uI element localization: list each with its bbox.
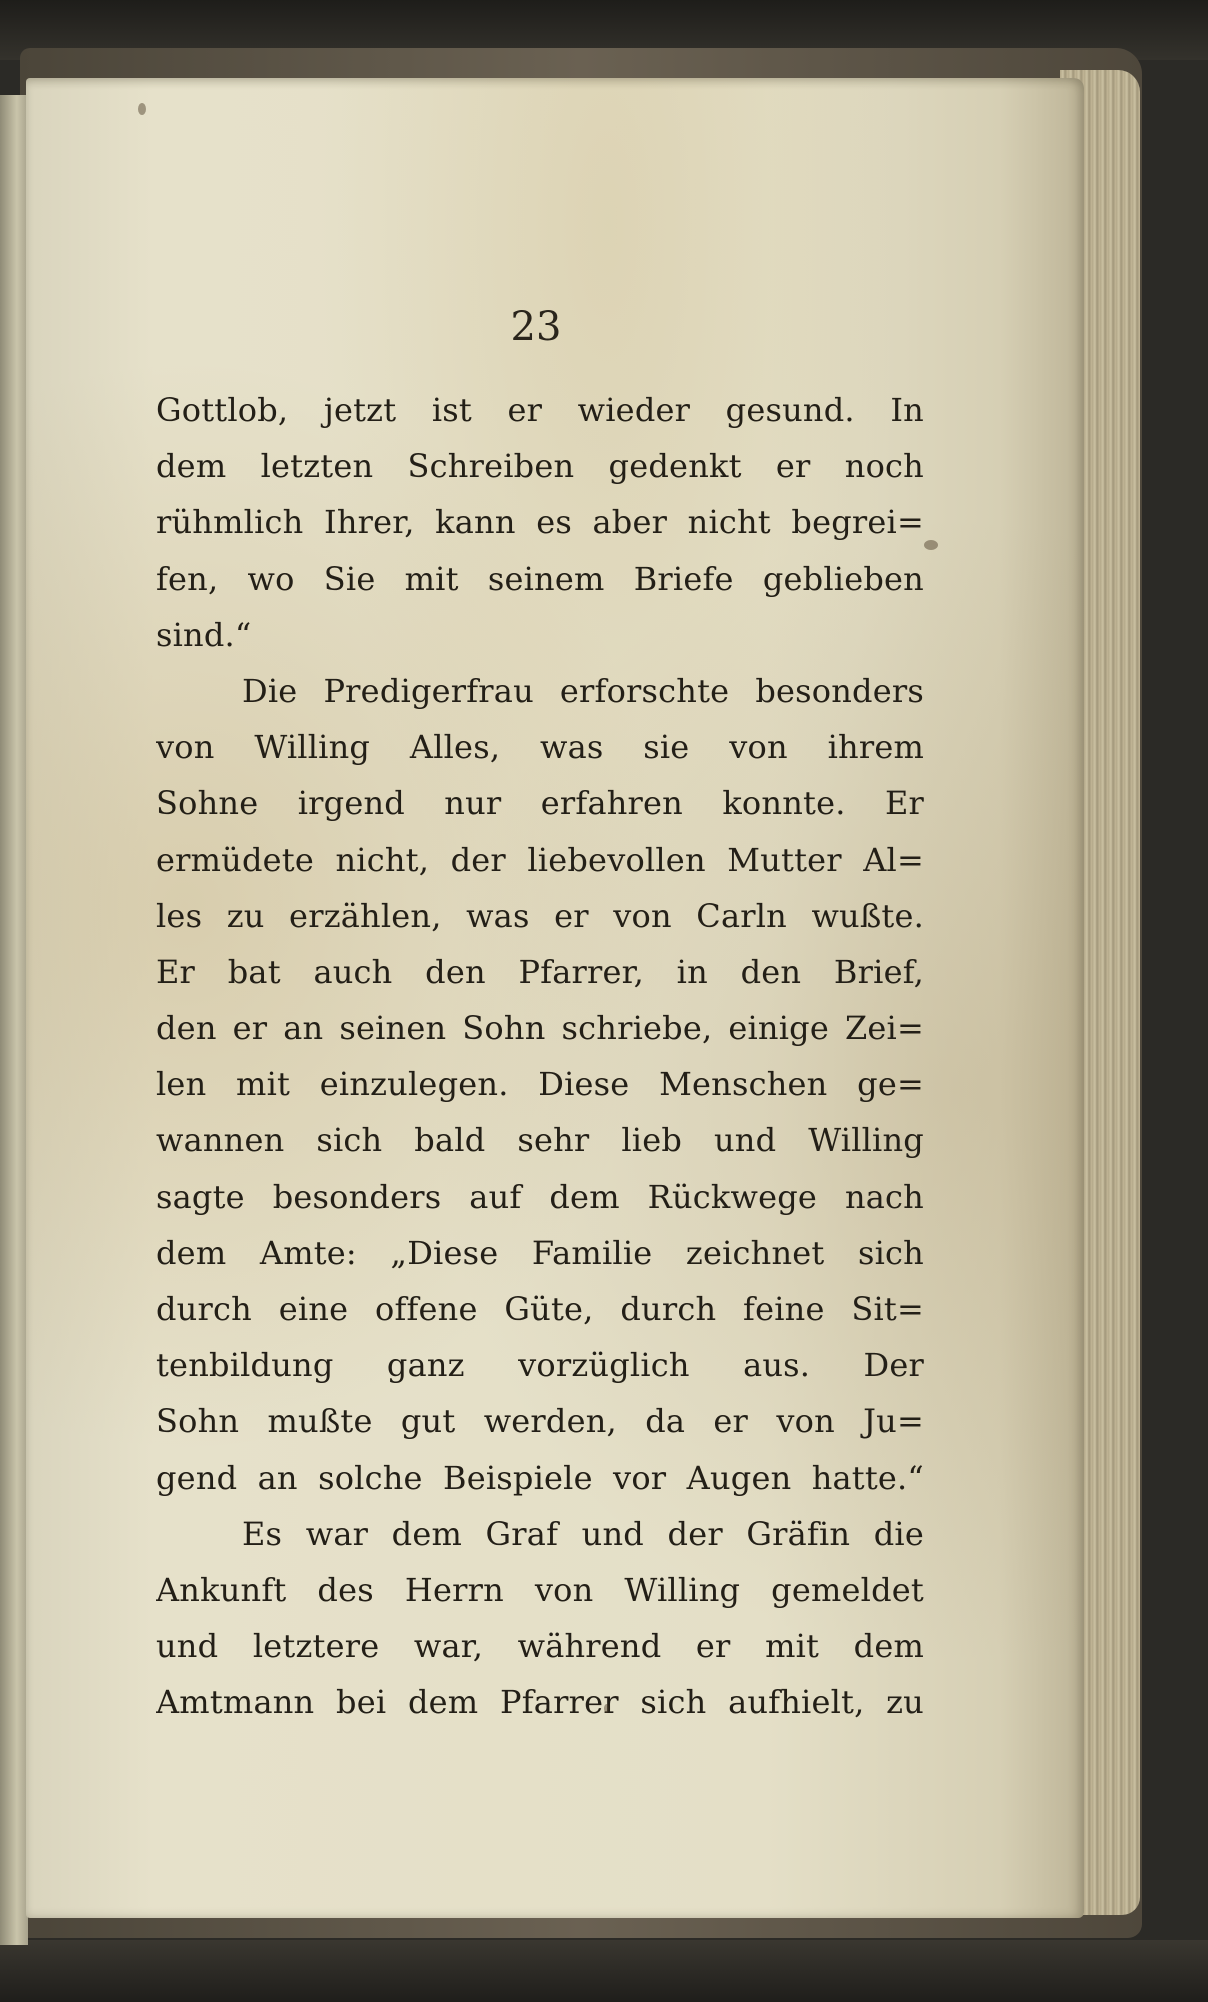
- text-line: und letztere war, während er mit dem: [156, 1627, 924, 1666]
- ink-speck: [604, 1704, 609, 1713]
- text-line: len mit einzulegen. Diese Menschen ge=: [156, 1065, 924, 1104]
- ink-speck: [924, 540, 938, 550]
- text-line: sagte besonders auf dem Rückwege nach: [156, 1177, 924, 1216]
- left-page-edge: [0, 95, 28, 1945]
- text-block: [156, 382, 924, 1731]
- text-line: rühmlich Ihrer, kann es aber nicht begrei=: [156, 503, 924, 542]
- backdrop-bottom: [0, 1940, 1208, 2002]
- text-line: durch eine offene Güte, durch feine Sit=: [156, 1290, 924, 1328]
- text-line: gend an solche Beispiele vor Augen hatte.“: [156, 1458, 924, 1497]
- text-line: dem Amte: „Diese Familie zeichnet sich: [156, 1233, 924, 1272]
- text-line: Er bat auch den Pfarrer, in den Brief,: [156, 952, 924, 991]
- text-line: wannen sich bald sehr lieb und Willing: [156, 1121, 924, 1160]
- text-line: Gottlob, jetzt ist er wieder gesund. In: [156, 391, 924, 429]
- text-line: Es war dem Graf und der Gräfin die: [242, 1514, 924, 1553]
- text-line: ermüdete nicht, der liebevollen Mutter Al=: [156, 840, 924, 879]
- ink-speck: [138, 103, 146, 115]
- text-line: sind.“: [156, 615, 252, 654]
- text-line: Amtmann bei dem Pfarrer sich aufhielt, zu: [156, 1683, 924, 1722]
- text-line: les zu erzählen, was er von Carln wußte.: [156, 896, 924, 935]
- text-line: den er an seinen Sohn schriebe, einige Zei=: [156, 1009, 924, 1048]
- page-number: 23: [510, 304, 562, 350]
- text-line: von Willing Alles, was sie von ihrem: [156, 728, 924, 767]
- text-line: fen, wo Sie mit seinem Briefe geblieben: [156, 559, 924, 598]
- text-line: Sohn mußte gut werden, da er von Ju=: [156, 1402, 924, 1441]
- text-line: dem letzten Schreiben gedenkt er noch: [156, 447, 924, 486]
- text-line: Ankunft des Herrn von Willing gemeldet: [156, 1570, 924, 1609]
- book-page: [26, 78, 1084, 1918]
- text-line: Die Predigerfrau erforschte besonders: [242, 671, 924, 710]
- text-line: tenbildung ganz vorzüglich aus. Der: [156, 1346, 924, 1385]
- text-line: Sohne irgend nur erfahren konnte. Er: [156, 784, 924, 823]
